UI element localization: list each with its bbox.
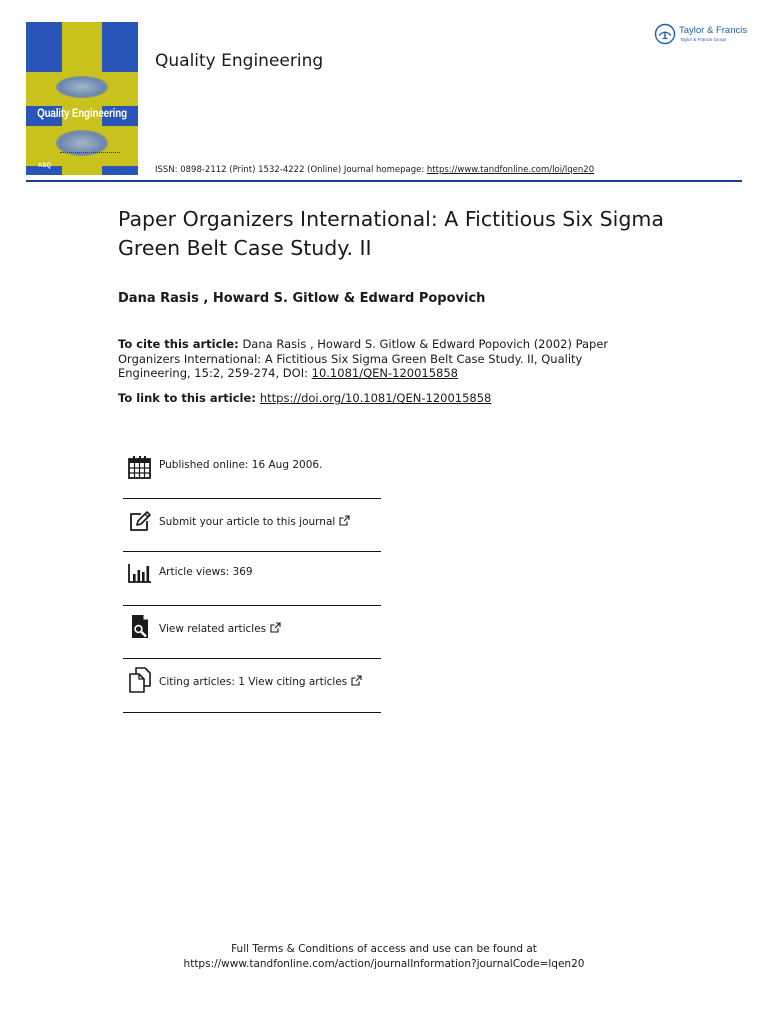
footer-terms-url[interactable]: https://www.tandfonline.com/action/journalInformation?journalCode=lqen20 bbox=[183, 958, 585, 970]
citing-articles-icon bbox=[127, 667, 153, 693]
published-online-row bbox=[123, 445, 381, 499]
article-info-list bbox=[123, 445, 381, 713]
calendar-icon bbox=[127, 454, 153, 480]
related-articles-row[interactable] bbox=[123, 606, 381, 660]
article-doi-link[interactable]: https://doi.org/10.1081/QEN-120015858 bbox=[259, 391, 492, 405]
publisher-group: Taylor & Francis Group bbox=[680, 37, 727, 42]
submit-article-row[interactable] bbox=[123, 499, 381, 553]
issn-line bbox=[155, 165, 594, 175]
citing-articles-link[interactable] bbox=[159, 675, 362, 688]
external-link-icon bbox=[339, 515, 350, 526]
external-link-icon bbox=[351, 675, 362, 686]
cover-title: Quality Engineering bbox=[37, 106, 127, 120]
article-title: Paper Organizers International: A Fictitious Six Sigma Green Belt Case Study. II bbox=[118, 207, 664, 260]
publisher-name: Taylor & Francis bbox=[679, 25, 748, 36]
bar-chart-icon bbox=[127, 560, 153, 586]
published-online-text: Published online: 16 Aug 2006. bbox=[159, 459, 323, 471]
taylor-francis-logo-icon bbox=[654, 23, 676, 45]
link-label: To link to this article: bbox=[118, 391, 260, 405]
article-views-row bbox=[123, 552, 381, 606]
citation-block bbox=[118, 337, 658, 381]
journal-homepage-link[interactable]: https://www.tandfonline.com/loi/lqen20 bbox=[426, 165, 595, 175]
edit-icon bbox=[127, 509, 153, 535]
citing-articles-row[interactable] bbox=[123, 659, 381, 713]
journal-cover-image bbox=[26, 22, 138, 175]
external-link-icon bbox=[270, 622, 281, 633]
footer-terms-text: Full Terms & Conditions of access and use can be found at bbox=[231, 943, 537, 955]
cite-doi-link[interactable]: 10.1081/QEN-120015858 bbox=[311, 366, 458, 380]
article-link-line bbox=[118, 391, 491, 405]
related-articles-link[interactable] bbox=[159, 622, 281, 635]
submit-article-link[interactable] bbox=[159, 515, 350, 528]
cite-label: To cite this article: bbox=[118, 337, 239, 351]
issn-text: ISSN: 0898-2112 (Print) 1532-4222 (Online) Journal homepage: bbox=[155, 165, 427, 175]
terms-footer bbox=[0, 942, 768, 972]
journal-title: Quality Engineering bbox=[155, 51, 324, 71]
article-views-text: Article views: 369 bbox=[159, 566, 253, 578]
cover-publisher-mark: ASQ bbox=[38, 163, 52, 169]
article-authors: Dana Rasis , Howard S. Gitlow & Edward Popovich bbox=[118, 291, 486, 306]
publisher-logo[interactable] bbox=[654, 22, 746, 46]
related-articles-text: View related articles bbox=[159, 622, 267, 635]
search-document-icon bbox=[127, 614, 153, 640]
header-divider bbox=[26, 180, 742, 182]
citing-articles-text: Citing articles: 1 View citing articles bbox=[159, 676, 348, 688]
submit-article-text: Submit your article to this journal bbox=[159, 515, 336, 528]
cite-text: Dana Rasis , Howard S. Gitlow & Edward Popovich (2002) Paper Organizers International: A Fictitious Six Sigma Green Belt Case Study. II, Quality Engineering, 15:2, 259-274, DOI: bbox=[118, 337, 609, 380]
